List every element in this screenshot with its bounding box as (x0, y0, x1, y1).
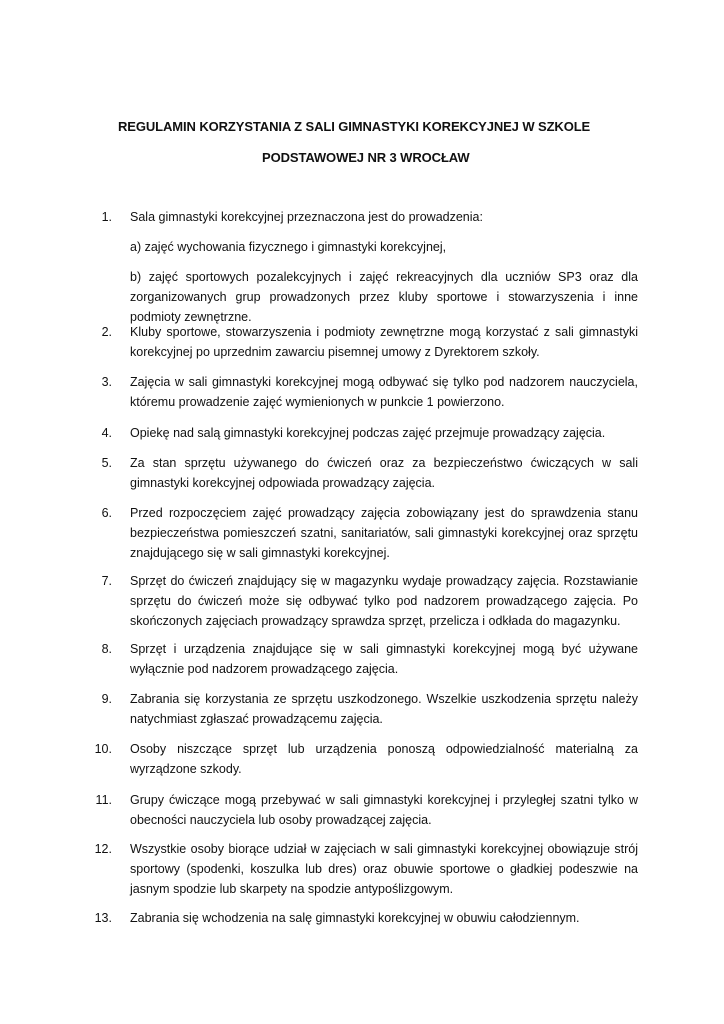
list-item-number: 6. (101, 506, 112, 520)
list-item-text: Za stan sprzętu używanego do ćwiczeń oraz za bezpieczeństwo ćwiczących w sali gimnastyki korekcyjnej odpowiada prowadzący zajęcia. (130, 456, 638, 490)
list-item-number: 10. (94, 742, 112, 756)
document-title-line-2: PODSTAWOWEJ NR 3 WROCŁAW (262, 150, 470, 165)
list-item-number: 9. (101, 692, 112, 706)
list-item-number: 3. (101, 375, 112, 389)
list-item-text: Zajęcia w sali gimnastyki korekcyjnej mogą odbywać się tylko pod nadzorem nauczyciela, któremu prowadzenie zajęć wymienionych w punkcie 1 powierzono. (130, 375, 638, 409)
list-item-text: Wszystkie osoby biorące udział w zajęciach w sali gimnastyki korekcyjnej obowiązuje strój sportowy (spodenki, koszulka lub dres) oraz obuwie sportowe o gładkiej podeszwie na jasnym spodzie lub skarpety na spodzie antypoślizgowym. (130, 842, 638, 896)
list-item-number: 12. (94, 842, 112, 856)
list-item-number: 11. (95, 793, 112, 807)
list-item-number: 13. (94, 911, 112, 925)
list-item-number: 5. (101, 456, 112, 470)
list-item-text: Sprzęt i urządzenia znajdujące się w sali gimnastyki korekcyjnej mogą być używane wyłącznie pod nadzorem prowadzącego zajęcia. (130, 642, 638, 676)
list-subitem-a: a) zajęć wychowania fizycznego i gimnastyki korekcyjnej, (130, 240, 447, 254)
list-item-text: Osoby niszczące sprzęt lub urządzenia ponoszą odpowiedzialność materialną za wyrządzone szkody. (130, 742, 638, 776)
list-item-text: Zabrania się wchodzenia na salę gimnastyki korekcyjnej w obuwiu całodziennym. (130, 911, 580, 925)
list-item-text: Opiekę nad salą gimnastyki korekcyjnej podczas zajęć przejmuje prowadzący zajęcia. (130, 426, 606, 440)
list-item-number: 4. (101, 426, 112, 440)
list-item-text: Przed rozpoczęciem zajęć prowadzący zajęcia zobowiązany jest do sprawdzenia stanu bezpieczeństwa pomieszczeń szatni, sanitariatów, sali gimnastyki korekcyjnej oraz sprzętu znajdującego się w sali gimnastyki korekcyjnej. (130, 506, 638, 560)
document-title-line-1: REGULAMIN KORZYSTANIA Z SALI GIMNASTYKI KOREKCYJNEJ W SZKOLE (118, 119, 591, 134)
list-item-number: 8. (101, 642, 112, 656)
list-item-text: Kluby sportowe, stowarzyszenia i podmioty zewnętrzne mogą korzystać z sali gimnastyki korekcyjnej po uprzednim zawarciu pisemnej umowy z Dyrektorem szkoły. (130, 325, 638, 359)
list-item-number: 7. (101, 574, 112, 588)
list-item-number: 2. (101, 325, 112, 339)
list-subitem-b: b) zajęć sportowych pozalekcyjnych i zajęć rekreacyjnych dla uczniów SP3 oraz dla zorganizowanych grup prowadzonych przez kluby sportowe i stowarzyszenia i inne podmioty zewnętrzne. (130, 270, 638, 324)
list-item-number: 1. (101, 210, 112, 224)
list-item-text: Zabrania się korzystania ze sprzętu uszkodzonego. Wszelkie uszkodzenia sprzętu należy natychmiast zgłaszać prowadzącemu zajęcia. (130, 692, 638, 726)
list-item-text: Grupy ćwiczące mogą przebywać w sali gimnastyki korekcyjnej i przyległej szatni tylko w obecności nauczyciela lub osoby prowadzącej zajęcia. (130, 793, 638, 827)
list-item-text: Sala gimnastyki korekcyjnej przeznaczona jest do prowadzenia: (130, 210, 483, 224)
list-item-text: Sprzęt do ćwiczeń znajdujący się w magazynku wydaje prowadzący zajęcia. Rozstawianie sprzętu do ćwiczeń może się odbywać tylko pod nadzorem prowadzącego zajęcia. Po skończonych zajęciach prowadzący sprawdza sprzęt, przelicza i odkłada do magazynku. (130, 574, 638, 628)
